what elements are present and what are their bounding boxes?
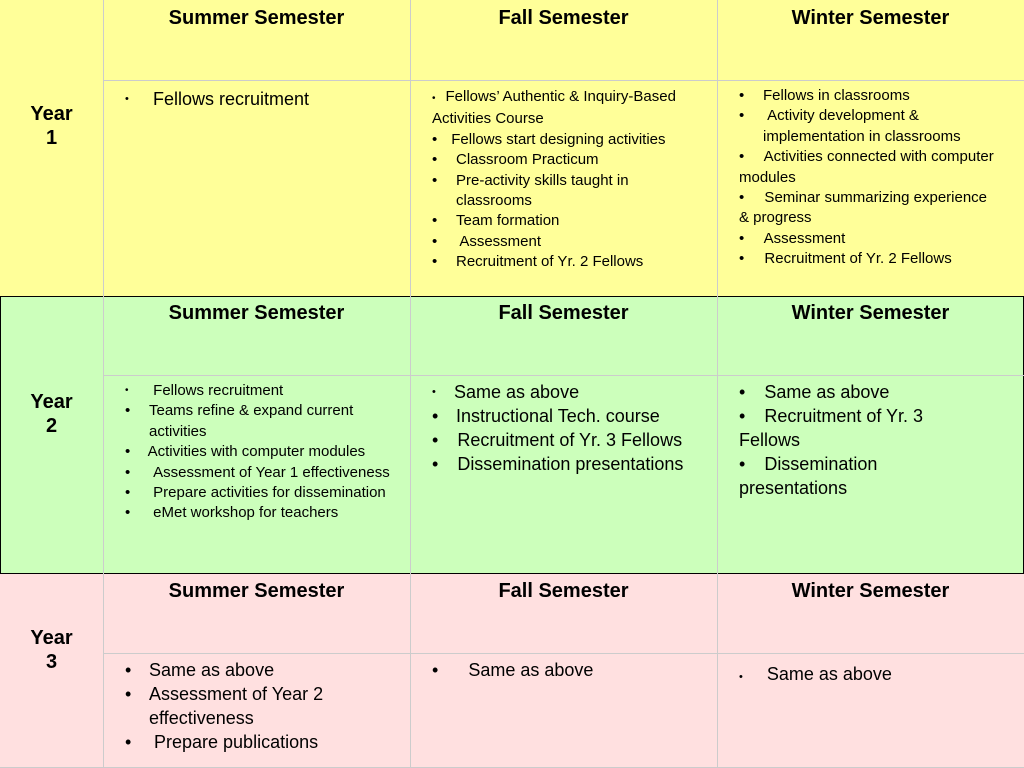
list-item: • Teams refine & expand current activities: [125, 402, 354, 440]
year-3-summer-header: Summer Semester: [168, 580, 345, 602]
year-3-winter-cell: [739, 662, 999, 689]
list-item: • eMet workshop for teachers: [125, 504, 339, 522]
row-divider: [103, 653, 1024, 654]
year-3-label: [0, 626, 103, 674]
list-item: • Recruitment of Yr. 3 Fellows: [739, 406, 929, 450]
year-1-winter-cell: [739, 86, 1023, 270]
year-2-summer-header: Summer Semester: [168, 302, 345, 324]
year-1-summer-cell: [125, 87, 415, 111]
year-3-fall-cell: [432, 658, 692, 682]
year-3-winter-header: Winter Semester: [791, 580, 950, 602]
row-divider: [103, 375, 1024, 376]
year-1-winter-header: Winter Semester: [791, 7, 950, 29]
year-2-winter-header: Winter Semester: [791, 302, 950, 324]
year-2-summer-cell: [125, 381, 397, 524]
year-1-label: [0, 102, 103, 150]
list-item: • Prepare activities for dissemination: [125, 484, 386, 502]
list-item: • Activities connected with computer modules: [739, 148, 1023, 186]
list-item: • Seminar summarizing experience & progress: [739, 189, 1004, 227]
year-1-fall-cell: [432, 87, 704, 273]
year-number: 3: [45, 651, 58, 673]
list-item: • Recruitment of Yr. 2 Fellows: [432, 253, 644, 271]
list-item: • Instructional Tech. course: [432, 406, 660, 426]
list-item: • Activity development & implementation in classrooms: [739, 107, 961, 145]
list-item: • Prepare publications: [125, 732, 319, 752]
year-word: Year: [30, 391, 73, 413]
list-item: • Same as above: [739, 664, 892, 684]
year-2-fall-header: Fall Semester: [498, 302, 629, 324]
year-1-fall-header: Fall Semester: [498, 7, 629, 29]
list-item: • Activities with computer modules: [125, 443, 366, 461]
list-item: • Fellows’ Authentic & Inquiry-Based Activities Course: [432, 88, 676, 128]
year-2-fall-cell: [432, 380, 694, 476]
list-item: • Same as above: [125, 660, 275, 680]
list-item: • Fellows recruitment: [125, 89, 310, 109]
year-number: 1: [45, 127, 58, 149]
year-number: 2: [45, 415, 58, 437]
list-item: • Same as above: [739, 382, 890, 402]
list-item: • Same as above: [432, 382, 580, 402]
list-item: • Recruitment of Yr. 3 Fellows: [432, 430, 683, 450]
year-2-winter-cell: [739, 380, 979, 500]
list-item: • Classroom Practicum: [432, 151, 599, 169]
list-item: • Recruitment of Yr. 2 Fellows: [739, 250, 952, 268]
year-word: Year: [30, 627, 73, 649]
row-divider: [103, 80, 1024, 81]
list-item: • Dissemination presentations: [739, 454, 883, 498]
year-2-label: [0, 390, 103, 438]
list-item: • Assessment: [432, 232, 542, 250]
list-item: • Fellows start designing activities: [432, 130, 666, 148]
list-item: • Fellows in classrooms: [739, 87, 910, 104]
list-item: • Assessment: [739, 229, 846, 247]
year-3-summer-cell: [125, 658, 397, 754]
year-3-fall-header: Fall Semester: [498, 580, 629, 602]
list-item: • Pre-activity skills taught in classrooms: [432, 171, 629, 210]
year-word: Year: [30, 103, 73, 125]
list-item: • Assessment of Year 1 effectiveness: [125, 463, 390, 481]
year-1-summer-header: Summer Semester: [168, 7, 345, 29]
list-item: • Fellows recruitment: [125, 382, 284, 399]
list-item: • Dissemination presentations: [432, 454, 684, 474]
list-item: • Same as above: [432, 660, 594, 680]
list-item: • Team formation: [432, 212, 560, 230]
list-item: • Assessment of Year 2 effectiveness: [125, 684, 324, 728]
